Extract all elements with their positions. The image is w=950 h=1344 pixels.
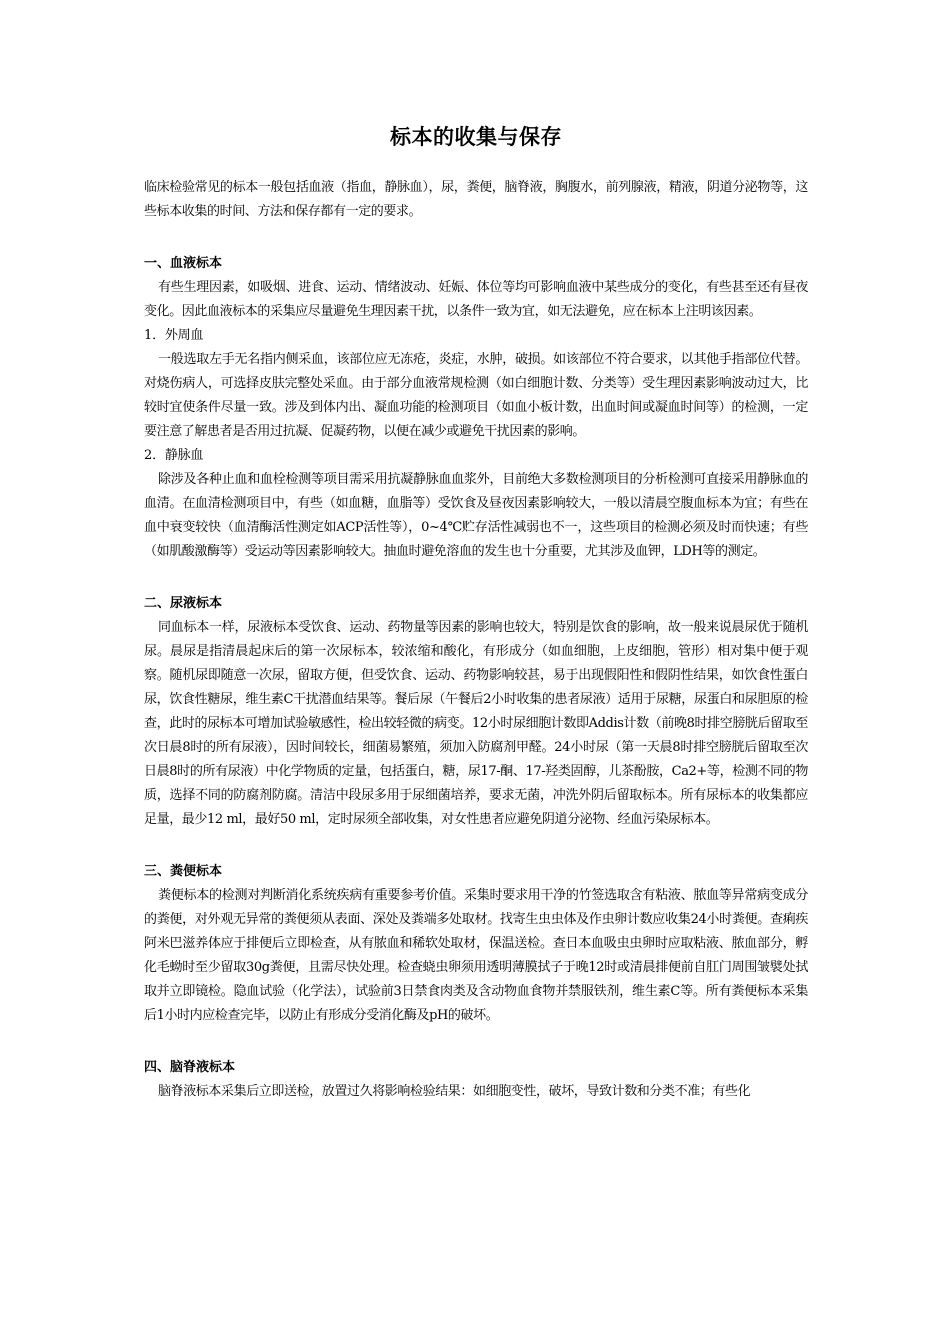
section-urine <box>144 592 808 832</box>
document-page <box>144 0 808 1104</box>
subheading-peripheral-blood: 1．外周血 <box>144 328 204 343</box>
document-intro: 临床检验常见的标本一般包括血液（指血，静脉血），尿，粪便，脑脊液，胸腹水，前列腺液，精液，阴道分泌物等，这些标本收集的时间、方法和保存都有一定的要求。 <box>144 180 808 219</box>
section-csf <box>144 1056 808 1104</box>
section-heading-csf: 四、脑脊液标本 <box>144 1060 236 1075</box>
section-heading-stool: 三、粪便标本 <box>144 864 223 879</box>
section-blood <box>144 252 808 564</box>
csf-paragraph: 脑脊液标本采集后立即送检，放置过久将影响检验结果：如细胞变性，破坏，导致计数和分类不准；有些化 <box>158 1084 751 1099</box>
peripheral-blood-paragraph: 一般选取左手无名指内侧采血，该部位应无冻疮，炎症，水肿，破损。如该部位不符合要求，以其他手指部位代替。对烧伤病人，可选择皮肤完整处采血。由于部分血液常规检测（如白细胞计数、分类等）受生理因素影响波动过大，比较时宜使条件尽量一致。涉及到体内出、凝血功能的检测项目（如血小板计数，出血时间或凝血时间等）的检测，一定要注意了解患者是否用过抗凝、促凝药物，以便在减少或避免干扰因素的影响。 <box>144 352 808 439</box>
urine-paragraph: 同血标本一样，尿液标本受饮食、运动、药物量等因素的影响也较大，特别是饮食的影响，故一般来说晨尿优于随机尿。晨尿是指清晨起床后的第一次尿标本，较浓缩和酸化，有形成分（如血细胞，上皮细胞，管形）相对集中便于观察。随机尿即随意一次尿，留取方便，但受饮食、运动、药物影响较甚，易于出现假阳性和假阴性结果，如饮食性蛋白尿，饮食性糖尿，维生素C干扰潜血结果等。餐后尿（午餐后2小时收集的患者尿液）适用于尿糖，尿蛋白和尿胆原的检查，此时的尿标本可增加试验敏感性，检出较轻微的病变。12小时尿细胞计数即Addis计数（前晚8时排空膀胱后留取至次日晨8时的所有尿液），因时间较长，细菌易繁殖，须加入防腐剂甲醛。24小时尿（第一天晨8时排空膀胱后留取至次日晨8时的所有尿液）中化学物质的定量，包括蛋白，糖，尿17-酮、17-羟类固醇，儿茶酚胺，Ca2+等，检测不同的物质，选择不同的防腐剂防腐。清洁中段尿多用于尿细菌培养，要求无菌，冲洗外阴后留取标本。所有尿标本的收集都应足量，最少12 ml，最好50 ml，定时尿须全部收集，对女性患者应避免阴道分泌物、经血污染尿标本。 <box>144 620 808 827</box>
stool-paragraph: 粪便标本的检测对判断消化系统疾病有重要参考价值。采集时要求用干净的竹签选取含有粘液、脓血等异常病变成分的粪便，对外观无异常的粪便须从表面、深处及粪端多处取材。找寄生虫虫体及作虫卵计数应收集24小时粪便。查痢疾阿米巴滋养体应于排便后立即检查，从有脓血和稀软处取材，保温送检。查日本血吸虫虫卵时应取粘液、脓血部分，孵化毛蚴时至少留取30g粪便，且需尽快处理。检查蛲虫卵须用透明薄膜拭子于晚12时或清晨排便前自肛门周围皱襞处拭取并立即镜检。隐血试验（化学法），试验前3日禁食肉类及含动物血食物并禁服铁剂，维生素C等。所有粪便标本采集后1小时内应检查完毕，以防止有形成分受消化酶及pH的破坏。 <box>144 888 808 1023</box>
document-title: 标本的收集与保存 <box>390 125 562 149</box>
subheading-venous-blood: 2．静脉血 <box>144 448 204 463</box>
venous-blood-paragraph: 除涉及各种止血和血栓检测等项目需采用抗凝静脉血血浆外，目前绝大多数检测项目的分析检测可直接采用静脉血的血清。在血清检测项目中，有些（如血糖，血脂等）受饮食及昼夜因素影响较大，一般以清晨空腹血标本为宜；有些在血中衰变较快（血清酶活性测定如ACP活性等），0~4℃贮存活性减弱也不一，这些项目的检测必须及时而快速；有些（如肌酸激酶等）受运动等因素影响较大。抽血时避免溶血的发生也十分重要，尤其涉及血钾，LDH等的测定。 <box>144 472 808 559</box>
blood-intro-paragraph: 有些生理因素，如吸烟、进食、运动、情绪波动、妊娠、体位等均可影响血液中某些成分的变化，有些甚至还有昼夜变化。因此血液标本的采集应尽量避免生理因素干扰，以条件一致为宜，如无法避免，应在标本上注明该因素。 <box>144 280 808 319</box>
section-heading-urine: 二、尿液标本 <box>144 596 223 611</box>
section-stool <box>144 860 808 1028</box>
section-heading-blood: 一、血液标本 <box>144 256 223 271</box>
